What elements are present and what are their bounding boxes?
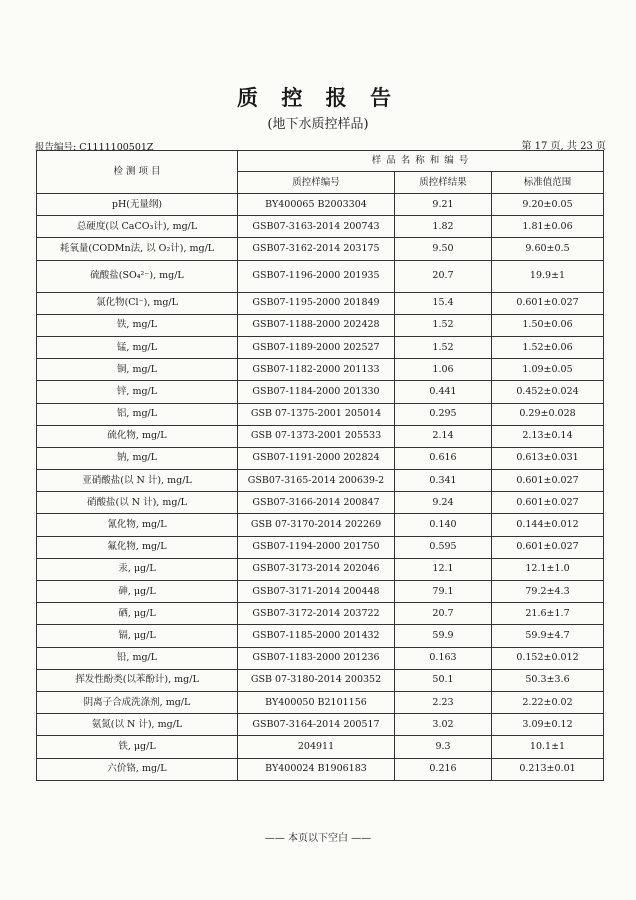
- result-cell: 20.7: [395, 260, 492, 292]
- sample-cell: BY400024 B1906183: [238, 758, 395, 780]
- standard-cell: 0.452±0.024: [492, 381, 604, 403]
- item-cell: 氨氮(以 N 计), mg/L: [37, 714, 238, 736]
- standard-cell: 1.81±0.06: [492, 216, 604, 238]
- result-cell: 59.9: [395, 625, 492, 647]
- sample-cell: GSB07-3165-2014 200639-2: [238, 470, 395, 492]
- table-row: [37, 359, 604, 381]
- page-number: 第 17 页, 共 23 页: [521, 141, 606, 152]
- item-cell: 总硬度(以 CaCO₃计), mg/L: [37, 216, 238, 238]
- standard-cell: 79.2±4.3: [492, 581, 604, 603]
- qc-table-body: [37, 151, 604, 781]
- item-cell: 钠, mg/L: [37, 447, 238, 469]
- header-sample: 质控样编号: [238, 172, 395, 194]
- result-cell: 9.3: [395, 736, 492, 758]
- table-row: [37, 647, 604, 669]
- result-cell: 1.82: [395, 216, 492, 238]
- table-row: [37, 581, 604, 603]
- standard-cell: 21.6±1.7: [492, 603, 604, 625]
- table-row: [37, 714, 604, 736]
- item-cell: 硒, μg/L: [37, 603, 238, 625]
- sample-cell: GSB07-3172-2014 203722: [238, 603, 395, 625]
- sample-cell: GSB07-1182-2000 201133: [238, 359, 395, 381]
- item-cell: 铝, mg/L: [37, 403, 238, 425]
- result-cell: 79.1: [395, 581, 492, 603]
- standard-cell: 9.20±0.05: [492, 194, 604, 216]
- item-cell: 铅, mg/L: [37, 647, 238, 669]
- result-cell: 0.295: [395, 403, 492, 425]
- item-cell: 氟化物, mg/L: [37, 536, 238, 558]
- item-cell: pH(无量纲): [37, 194, 238, 216]
- standard-cell: 0.601±0.027: [492, 470, 604, 492]
- standard-cell: 0.601±0.027: [492, 536, 604, 558]
- page-subtitle: (地下水质控样品): [267, 117, 369, 132]
- item-cell: 锌, mg/L: [37, 381, 238, 403]
- item-cell: 硫化物, mg/L: [37, 425, 238, 447]
- standard-cell: 1.52±0.06: [492, 336, 604, 358]
- sample-cell: GSB07-1191-2000 202824: [238, 447, 395, 469]
- sample-cell: GSB07-1194-2000 201750: [238, 536, 395, 558]
- standard-cell: 3.09±0.12: [492, 714, 604, 736]
- result-cell: 2.14: [395, 425, 492, 447]
- result-cell: 9.24: [395, 492, 492, 514]
- result-cell: 3.02: [395, 714, 492, 736]
- sample-cell: 204911: [238, 736, 395, 758]
- item-cell: 砷, μg/L: [37, 581, 238, 603]
- header-row-1: [37, 151, 604, 172]
- sample-cell: GSB07-3166-2014 200847: [238, 492, 395, 514]
- result-cell: 50.1: [395, 669, 492, 691]
- standard-cell: 0.613±0.031: [492, 447, 604, 469]
- result-cell: 0.341: [395, 470, 492, 492]
- sample-cell: GSB07-1189-2000 202527: [238, 336, 395, 358]
- standard-cell: 50.3±3.6: [492, 669, 604, 691]
- result-cell: 9.50: [395, 238, 492, 260]
- result-cell: 0.163: [395, 647, 492, 669]
- item-cell: 铜, mg/L: [37, 359, 238, 381]
- result-cell: 1.52: [395, 314, 492, 336]
- sample-cell: GSB 07-3170-2014 202269: [238, 514, 395, 536]
- table-row: [37, 381, 604, 403]
- table-row: [37, 558, 604, 580]
- result-cell: 12.1: [395, 558, 492, 580]
- sample-cell: GSB07-1188-2000 202428: [238, 314, 395, 336]
- sample-cell: GSB07-3164-2014 200517: [238, 714, 395, 736]
- table-row: [37, 194, 604, 216]
- item-cell: 铁, μg/L: [37, 736, 238, 758]
- item-cell: 氯化物(Cl⁻), mg/L: [37, 292, 238, 314]
- blank-notice: —— 本页以下空白 ——: [264, 833, 372, 844]
- sample-cell: BY400050 B2101156: [238, 691, 395, 713]
- item-cell: 六价铬, mg/L: [37, 758, 238, 780]
- result-cell: 9.21: [395, 194, 492, 216]
- standard-cell: 12.1±1.0: [492, 558, 604, 580]
- table-row: [37, 514, 604, 536]
- result-cell: 20.7: [395, 603, 492, 625]
- table-row: [37, 238, 604, 260]
- result-cell: 1.06: [395, 359, 492, 381]
- item-cell: 阴离子合成洗涤剂, mg/L: [37, 691, 238, 713]
- item-cell: 镉, μg/L: [37, 625, 238, 647]
- result-cell: 0.595: [395, 536, 492, 558]
- item-cell: 硝酸盐(以 N 计), mg/L: [37, 492, 238, 514]
- sample-cell: GSB07-3162-2014 203175: [238, 238, 395, 260]
- standard-cell: 9.60±0.5: [492, 238, 604, 260]
- table-row: [37, 691, 604, 713]
- sample-cell: GSB07-3173-2014 202046: [238, 558, 395, 580]
- standard-cell: 0.213±0.01: [492, 758, 604, 780]
- result-cell: 0.441: [395, 381, 492, 403]
- table-row: [37, 536, 604, 558]
- table-row: [37, 292, 604, 314]
- sample-cell: GSB07-1196-2000 201935: [238, 260, 395, 292]
- page-title: 质 控 报 告: [237, 85, 399, 110]
- table-row: [37, 216, 604, 238]
- header-group: 样 品 名 称 和 编 号: [238, 151, 604, 172]
- item-cell: 氰化物, mg/L: [37, 514, 238, 536]
- table-row: [37, 425, 604, 447]
- standard-cell: 2.22±0.02: [492, 691, 604, 713]
- item-cell: 汞, μg/L: [37, 558, 238, 580]
- standard-cell: 0.601±0.027: [492, 492, 604, 514]
- table-row: [37, 603, 604, 625]
- table-row: [37, 470, 604, 492]
- item-cell: 耗氧量(CODMn法, 以 O₂计), mg/L: [37, 238, 238, 260]
- item-cell: 挥发性酚类(以苯酚计), mg/L: [37, 669, 238, 691]
- table-row: [37, 260, 604, 292]
- standard-cell: 2.13±0.14: [492, 425, 604, 447]
- item-cell: 亚硝酸盐(以 N 计), mg/L: [37, 470, 238, 492]
- result-cell: 0.616: [395, 447, 492, 469]
- sample-cell: GSB07-1195-2000 201849: [238, 292, 395, 314]
- table-row: [37, 336, 604, 358]
- table-row: [37, 736, 604, 758]
- sample-cell: GSB 07-1375-2001 205014: [238, 403, 395, 425]
- standard-cell: 1.09±0.05: [492, 359, 604, 381]
- item-cell: 铁, mg/L: [37, 314, 238, 336]
- standard-cell: 0.601±0.027: [492, 292, 604, 314]
- standard-cell: 1.50±0.06: [492, 314, 604, 336]
- item-cell: 硫酸盐(SO₄²⁻), mg/L: [37, 260, 238, 292]
- result-cell: 1.52: [395, 336, 492, 358]
- standard-cell: 0.152±0.012: [492, 647, 604, 669]
- sample-cell: GSB07-3163-2014 200743: [238, 216, 395, 238]
- table-row: [37, 758, 604, 780]
- sample-cell: BY400065 B2003304: [238, 194, 395, 216]
- standard-cell: 59.9±4.7: [492, 625, 604, 647]
- table-row: [37, 314, 604, 336]
- sample-cell: GSB07-1184-2000 201330: [238, 381, 395, 403]
- sample-cell: GSB 07-1373-2001 205533: [238, 425, 395, 447]
- header-result: 质控样结果: [395, 172, 492, 194]
- result-cell: 0.216: [395, 758, 492, 780]
- table-row: [37, 447, 604, 469]
- standard-cell: 10.1±1: [492, 736, 604, 758]
- item-cell: 锰, mg/L: [37, 336, 238, 358]
- header-item: 检 测 项 目: [37, 151, 238, 194]
- sample-cell: GSB07-1185-2000 201432: [238, 625, 395, 647]
- sample-cell: GSB 07-3180-2014 200352: [238, 669, 395, 691]
- standard-cell: 19.9±1: [492, 260, 604, 292]
- result-cell: 15.4: [395, 292, 492, 314]
- table-row: [37, 403, 604, 425]
- standard-cell: 0.144±0.012: [492, 514, 604, 536]
- table-row: [37, 625, 604, 647]
- sample-cell: GSB07-3171-2014 200448: [238, 581, 395, 603]
- result-cell: 0.140: [395, 514, 492, 536]
- table-row: [37, 669, 604, 691]
- standard-cell: 0.29±0.028: [492, 403, 604, 425]
- header-standard: 标准值范围: [492, 172, 604, 194]
- qc-table: [36, 150, 604, 781]
- sample-cell: GSB07-1183-2000 201236: [238, 647, 395, 669]
- table-row: [37, 492, 604, 514]
- report-number: 报告编号: C1111100501Z: [35, 142, 154, 153]
- result-cell: 2.23: [395, 691, 492, 713]
